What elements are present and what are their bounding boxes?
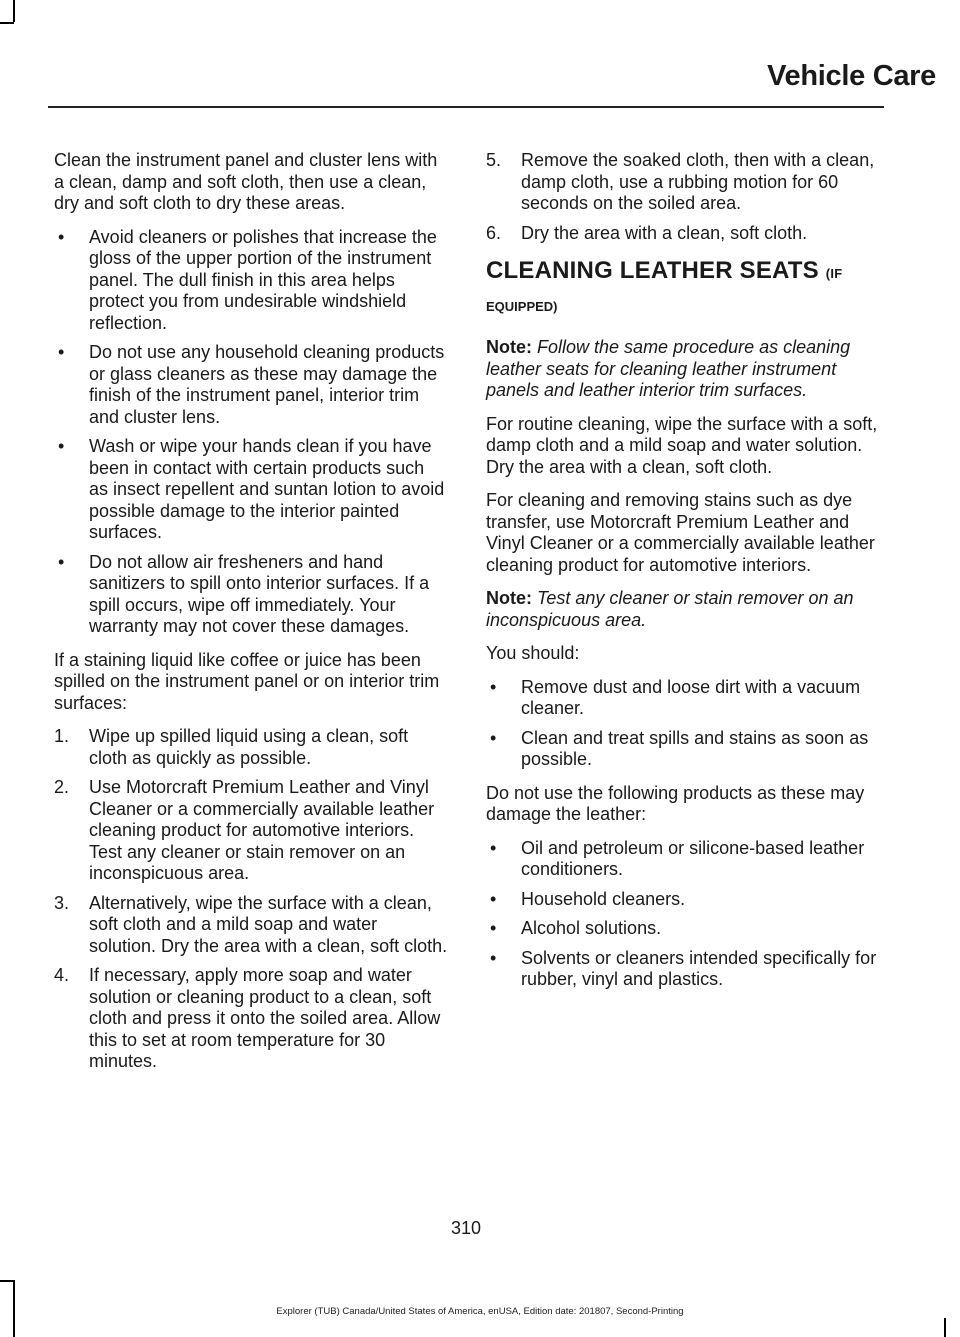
avoid-products-bullets: [486, 838, 880, 991]
crop-mark-bottom-left-horizontal: [0, 1280, 14, 1282]
step-number: 6.: [486, 222, 502, 243]
step-item: 2. Use Motorcraft Premium Leather and Vinyl Cleaner or a commercially available leather cleaning product for automotive interiors. Test any cleaner or stain remover on an inconspicuous area.: [54, 777, 435, 883]
header-rule: [48, 106, 884, 108]
panel-care-bullets: [54, 227, 448, 638]
list-item: • Wash or wipe your hands clean if you have been in contact with certain products such as insect repellent and suntan lotion to avoid possible damage to the interior painted surfaces.: [58, 436, 445, 542]
bullet-mark: •: [58, 226, 65, 247]
list-item: • Solvents or cleaners intended specifically for rubber, vinyl and plastics.: [490, 947, 877, 989]
routine-cleaning-paragraph: For routine cleaning, wipe the surface with a soft, damp cloth and a mild soap and water solution. Dry the area with a clean, soft cloth.: [486, 413, 878, 477]
bullet-mark: •: [490, 918, 497, 938]
you-should-label: You should:: [486, 643, 580, 663]
step-number: 3.: [54, 892, 70, 913]
bullet-mark: •: [490, 727, 497, 748]
crop-mark-bottom-right-vertical: [944, 1318, 946, 1337]
should-bullets: [486, 677, 880, 771]
bullet-mark: •: [58, 342, 65, 362]
spill-steps: [54, 726, 448, 1073]
list-item: • Do not allow air fresheners and hand sanitizers to spill onto interior surfaces. If a spill occurs, wipe off immediately. Your warranty may not cover these damages.: [58, 551, 430, 636]
spill-steps-continued: [486, 150, 880, 244]
leather-seats-heading-suffix: EQUIPPED): [486, 299, 558, 314]
intro-paragraph: Clean the instrument panel and cluster lens with a clean, damp and soft cloth, then use a clean, dry and soft cloth to dry these areas.: [54, 150, 438, 213]
crop-mark-top-left-vertical: [13, 0, 15, 22]
bullet-mark: •: [58, 436, 65, 456]
step-item: 6. Dry the area with a clean, soft cloth.: [486, 222, 808, 243]
note-follow-procedure: Note: Follow the same procedure as cleaning leather seats for cleaning leather instrument panels and leather interior trim surfaces.: [486, 337, 851, 400]
right-column: [486, 150, 880, 1003]
list-item: • Do not use any household cleaning products or glass cleaners as these may damage the finish of the instrument panel, interior trim and cluster lens.: [58, 342, 445, 427]
bullet-mark: •: [58, 551, 65, 572]
crop-mark-top-left-horizontal: [0, 22, 14, 24]
step-item: 4. If necessary, apply more soap and water solution or cleaning product to a clean, soft cloth and press it onto the soiled area. Allow this to set at room temperature for 30 minutes.: [54, 965, 441, 1071]
left-column: [54, 150, 448, 1085]
list-item: • Clean and treat spills and stains as soon as possible.: [490, 727, 869, 769]
spill-intro-paragraph: If a staining liquid like coffee or juice has been spilled on the instrument panel or on interior trim surfaces:: [54, 649, 440, 713]
list-item: • Avoid cleaners or polishes that increase the gloss of the upper portion of the instrument panel. The dull finish in this area helps protect you from undesirable windshield reflection.: [58, 226, 437, 333]
step-item: 3. Alternatively, wipe the surface with a clean, soft cloth and a mild soap and water solution. Dry the area with a clean, soft cloth.: [54, 892, 448, 956]
note-test-cleaner: Note: Test any cleaner or stain remover on an inconspicuous area.: [486, 588, 854, 630]
step-number: 2.: [54, 777, 70, 797]
bullet-mark: •: [490, 947, 497, 968]
bullet-mark: •: [490, 888, 497, 909]
step-number: 1.: [54, 726, 70, 746]
page-number: 310: [450, 1218, 482, 1238]
bullet-mark: •: [490, 676, 497, 697]
list-item: • Household cleaners.: [490, 888, 686, 909]
step-number: 4.: [54, 965, 70, 985]
list-item: • Oil and petroleum or silicone-based leather conditioners.: [490, 837, 865, 879]
list-item: • Alcohol solutions.: [490, 918, 662, 938]
list-item: • Remove dust and loose dirt with a vacuum cleaner.: [490, 676, 861, 718]
step-number: 5.: [486, 150, 502, 170]
bullet-mark: •: [490, 837, 497, 858]
do-not-use-paragraph: Do not use the following products as these may damage the leather:: [486, 782, 865, 824]
step-item: 1. Wipe up spilled liquid using a clean, soft cloth as quickly as possible.: [54, 726, 409, 768]
footer-edition-info: Explorer (TUB) Canada/United States of America, enUSA, Edition date: 201807, Second-Printing: [276, 1306, 684, 1317]
stain-removal-paragraph: For cleaning and removing stains such as dye transfer, use Motorcraft Premium Leather and Vinyl Cleaner or a commercially available leather cleaning product for automotive interiors.: [486, 490, 875, 575]
leather-seats-heading: CLEANING LEATHER SEATS (IF: [486, 257, 843, 284]
section-title: Vehicle Care: [767, 60, 936, 92]
step-item: 5. Remove the soaked cloth, then with a clean, damp cloth, use a rubbing motion for 60 seconds on the soiled area.: [486, 150, 875, 213]
